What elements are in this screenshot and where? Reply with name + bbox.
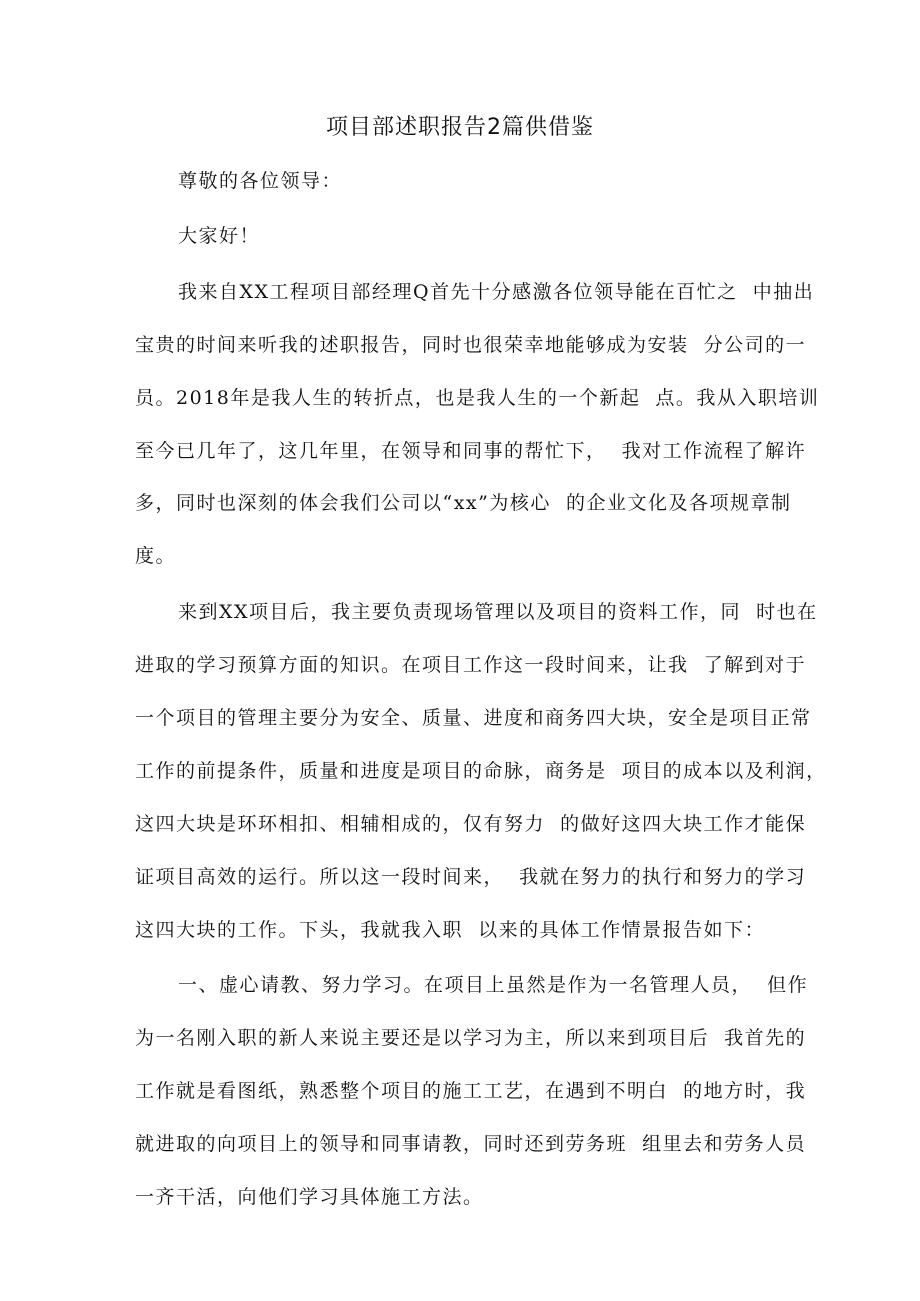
paragraph-3-line: 就进取的向项目上的领导和同事请教，同时还到劳务班 组里去和劳务人员 [135,1133,807,1155]
paragraph-1-line: 宝贵的时间来听我的述职报告，同时也很荣幸地能够成为安装 分公司的一 [135,334,807,356]
paragraph-3-line: 工作就是看图纸，熟悉整个项目的施工工艺，在遇到不明白 的地方时，我 [135,1080,807,1102]
greeting: 大家好！ [178,225,261,247]
paragraph-3-line: 一齐干活，向他们学习具体施工方法。 [135,1186,484,1208]
paragraph-1-line: 员。2018年是我人生的转折点，也是我人生的一个新起 点。我从入职培训 [135,387,820,409]
paragraph-2-line: 来到XX项目后，我主要负责现场管理以及项目的资料工作，同 时也在 [178,601,818,623]
paragraph-2-line: 进取的学习预算方面的知识。在项目工作这一段时间来，让我 了解到对于 [135,654,807,676]
paragraph-1-line: 多，同时也深刻的体会我们公司以“xx”为核心 的企业文化及各项规章制 [135,492,792,514]
paragraph-2-line: 一个项目的管理主要分为安全、质量、进度和商务四大块，安全是项目正常 [135,707,812,729]
paragraph-2-line: 这四大块的工作。下头，我就我入职 以来的具体工作情景报告如下： [135,919,766,941]
paragraph-1-line: 我来自XX工程项目部经理Q首先十分感激各位领导能在百忙之 中抽出 [178,281,815,303]
document-title: 项目部述职报告2篇供借鉴 [326,115,594,140]
salutation: 尊敬的各位领导： [178,170,343,192]
paragraph-3-line: 为一名刚入职的新人来说主要还是以学习为主，所以来到项目后 我首先的 [135,1027,807,1049]
paragraph-1-line: 度。 [135,545,177,567]
paragraph-2-line: 工作的前提条件，质量和进度是项目的命脉，商务是 项目的成本以及利润， [135,760,827,782]
paragraph-2-line: 证项目高效的运行。所以这一段时间来， 我就在努力的执行和努力的学习 [135,866,807,888]
paragraph-2-line: 这四大块是环环相扣、相辅相成的，仅有努力 的做好这四大块工作才能保 [135,813,807,835]
paragraph-3-line: 一、虚心请教、努力学习。在项目上虽然是作为一名管理人员， 但作 [178,974,809,996]
paragraph-1-line: 至今已几年了，这几年里，在领导和同事的帮忙下， 我对工作流程了解许 [135,440,807,462]
